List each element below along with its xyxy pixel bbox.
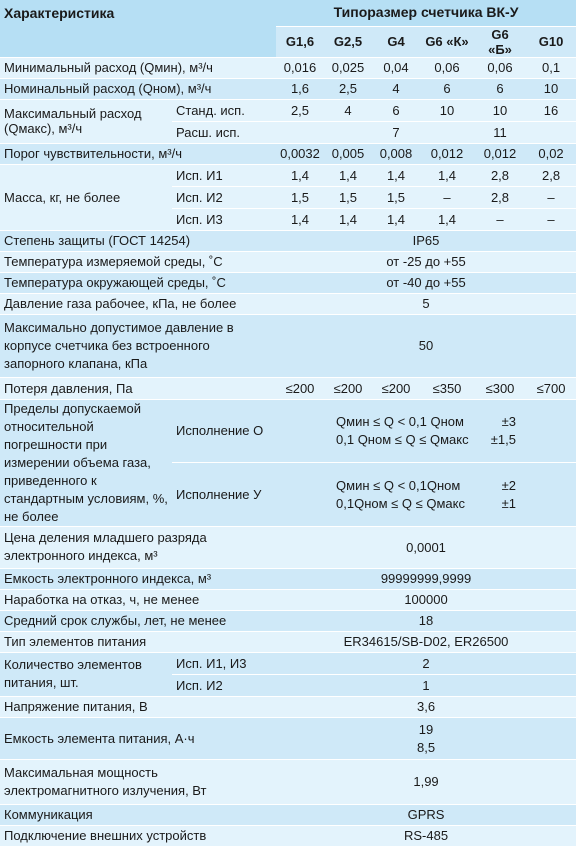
cell: 16 (526, 99, 576, 121)
cell: 1,4 (420, 208, 474, 230)
sub-label: Исп. И2 (172, 186, 276, 208)
cell: 1,4 (324, 164, 372, 186)
cell: – (526, 186, 576, 208)
row-voltage (0, 696, 576, 717)
row-capacity (0, 568, 576, 589)
row-label: Подключение внешних устройств (0, 825, 276, 846)
row-mass-i1 (0, 164, 576, 186)
cell: ≤200 (324, 377, 372, 399)
cell (324, 121, 372, 143)
cell: 0,012 (474, 143, 526, 164)
formula: 0,1Qном ≤ Q ≤ Qмакс (336, 495, 465, 511)
row-pressure-loss (0, 377, 576, 399)
cell: от -25 до +55 (276, 251, 576, 272)
row-battery-type (0, 631, 576, 652)
cell: 1,5 (324, 186, 372, 208)
cell: 2,8 (474, 186, 526, 208)
row-label: Пределы допускаемой относительной погрешности при измерении объема газа, приведенного к стандартным условиям, %, не более (0, 399, 172, 526)
characteristic-header: Характеристика (0, 0, 276, 57)
cell: 4 (324, 99, 372, 121)
model-header: G4 (372, 26, 420, 57)
cell (276, 121, 324, 143)
model-header: G6 «Б» (474, 26, 526, 57)
cell: 18 (276, 610, 576, 631)
value-line: 8,5 (416, 739, 436, 755)
row-label: Потеря давления, Па (0, 377, 276, 399)
cell: 0,02 (526, 143, 576, 164)
value: ±1 (501, 495, 517, 511)
row-qmin (0, 57, 576, 78)
row-life (0, 610, 576, 631)
row-label: Номинальный расход (Qном), м³/ч (0, 78, 276, 99)
cell: 1,5 (372, 186, 420, 208)
row-label: Давление газа рабочее, кПа, не более (0, 293, 276, 314)
row-sensitivity (0, 143, 576, 164)
row-comm (0, 804, 576, 825)
cell: 0,0001 (276, 526, 576, 568)
model-range-header: Типоразмер счетчика ВК-У (276, 0, 576, 26)
row-label: Тип элементов питания (0, 631, 276, 652)
row-mtbf (0, 589, 576, 610)
cell: 2,5 (324, 78, 372, 99)
cell: 6 (420, 78, 474, 99)
row-label: Максимальный расход (Qмакс), м³/ч (0, 99, 172, 143)
row-label: Степень защиты (ГОСТ 14254) (0, 230, 276, 251)
cell: IP65 (276, 230, 576, 251)
cell: 11 (474, 121, 526, 143)
cell: 1,4 (420, 164, 474, 186)
cell: 3,6 (276, 696, 576, 717)
cell (420, 121, 474, 143)
value: ±2 (501, 477, 517, 493)
row-label: Наработка на отказ, ч, не менее (0, 589, 276, 610)
cell: 1,99 (276, 759, 576, 804)
cell: 1,4 (276, 208, 324, 230)
sub-label: Станд. исп. (172, 99, 276, 121)
cell: 1,4 (324, 208, 372, 230)
model-header: G1,6 (276, 26, 324, 57)
cell (276, 717, 576, 759)
row-label: Температура измеряемой среды, ˚С (0, 251, 276, 272)
model-header: G10 (526, 26, 576, 57)
cell: 2,5 (276, 99, 324, 121)
error-o-cell (276, 399, 576, 463)
row-division (0, 526, 576, 568)
cell: 0,06 (474, 57, 526, 78)
cell: GPRS (276, 804, 576, 825)
row-label: Максимальная мощность электромагнитного излучения, Вт (0, 759, 276, 804)
cell: ≤200 (372, 377, 420, 399)
sub-label: Исп. И2 (172, 674, 276, 696)
sub-label: Исп. И1, И3 (172, 652, 276, 674)
row-label: Масса, кг, не более (0, 164, 172, 230)
row-protection (0, 230, 576, 251)
formula: Qмин ≤ Q < 0,1Qном (336, 477, 461, 493)
row-label: Цена деления младшего разряда электронного индекса, м³ (0, 526, 276, 568)
cell: 0,025 (324, 57, 372, 78)
cell: 2,8 (526, 164, 576, 186)
sub-label: Исп. И1 (172, 164, 276, 186)
row-max-pressure (0, 314, 576, 377)
cell: 10 (526, 78, 576, 99)
cell: 0,012 (420, 143, 474, 164)
cell: 10 (420, 99, 474, 121)
cell: 1,5 (276, 186, 324, 208)
row-battery-count-a (0, 652, 576, 674)
row-label: Напряжение питания, В (0, 696, 276, 717)
value-line: 19 (418, 721, 434, 737)
row-label: Максимально допустимое давление в корпусе счетчика без встроенного запорного клапана, кПа (0, 314, 276, 377)
sub-label: Исп. И3 (172, 208, 276, 230)
sub-label: Расш. исп. (172, 121, 276, 143)
cell: 5 (276, 293, 576, 314)
value: ±3 (501, 414, 517, 430)
row-label: Температура окружающей среды, ˚С (0, 272, 276, 293)
cell: 4 (372, 78, 420, 99)
cell (526, 121, 576, 143)
formula: Qмин ≤ Q < 0,1 Qном (336, 414, 464, 430)
cell: ≤700 (526, 377, 576, 399)
row-battery-capacity (0, 717, 576, 759)
cell: ER34615/SB-D02, ER26500 (276, 631, 576, 652)
cell: 0,008 (372, 143, 420, 164)
cell: 1,4 (372, 164, 420, 186)
cell: 0,06 (420, 57, 474, 78)
cell: 1 (276, 674, 576, 696)
cell: 0,016 (276, 57, 324, 78)
cell: 50 (276, 314, 576, 377)
cell: 6 (372, 99, 420, 121)
row-label: Порог чувствительности, м³/ч (0, 143, 276, 164)
cell: ≤300 (474, 377, 526, 399)
cell: ≤200 (276, 377, 324, 399)
row-label: Емкость электронного индекса, м³ (0, 568, 276, 589)
value: ±1,5 (490, 432, 517, 448)
cell: 1,4 (372, 208, 420, 230)
row-temp-env (0, 272, 576, 293)
cell: 2,8 (474, 164, 526, 186)
row-label: Коммуникация (0, 804, 276, 825)
row-temp-gas (0, 251, 576, 272)
row-label: Минимальный расход (Qмин), м³/ч (0, 57, 276, 78)
row-emission (0, 759, 576, 804)
sub-label: Исполнение У (172, 463, 276, 527)
header-row-1 (0, 0, 576, 26)
row-ext (0, 825, 576, 846)
cell: 1,4 (276, 164, 324, 186)
error-u-cell (276, 463, 576, 527)
model-header: G2,5 (324, 26, 372, 57)
cell: 100000 (276, 589, 576, 610)
row-pressure (0, 293, 576, 314)
cell: 99999999,9999 (276, 568, 576, 589)
cell: 2 (276, 652, 576, 674)
row-label: Количество элементов питания, шт. (0, 652, 172, 696)
cell: RS-485 (276, 825, 576, 846)
cell: 10 (474, 99, 526, 121)
formula: 0,1 Qном ≤ Q ≤ Qмакс (336, 432, 469, 448)
cell: 1,6 (276, 78, 324, 99)
model-header: G6 «К» (420, 26, 474, 57)
cell: 0,1 (526, 57, 576, 78)
cell: от -40 до +55 (276, 272, 576, 293)
cell: – (474, 208, 526, 230)
cell: – (420, 186, 474, 208)
row-label: Емкость элемента питания, А·ч (0, 717, 276, 759)
cell: ≤350 (420, 377, 474, 399)
cell: 7 (372, 121, 420, 143)
cell: – (526, 208, 576, 230)
cell: 0,005 (324, 143, 372, 164)
row-label: Средний срок службы, лет, не менее (0, 610, 276, 631)
cell: 0,04 (372, 57, 420, 78)
cell: 0,0032 (276, 143, 324, 164)
row-qmax-std (0, 99, 576, 121)
row-qnom (0, 78, 576, 99)
sub-label: Исполнение О (172, 399, 276, 463)
cell: 6 (474, 78, 526, 99)
row-error-o (0, 399, 576, 463)
